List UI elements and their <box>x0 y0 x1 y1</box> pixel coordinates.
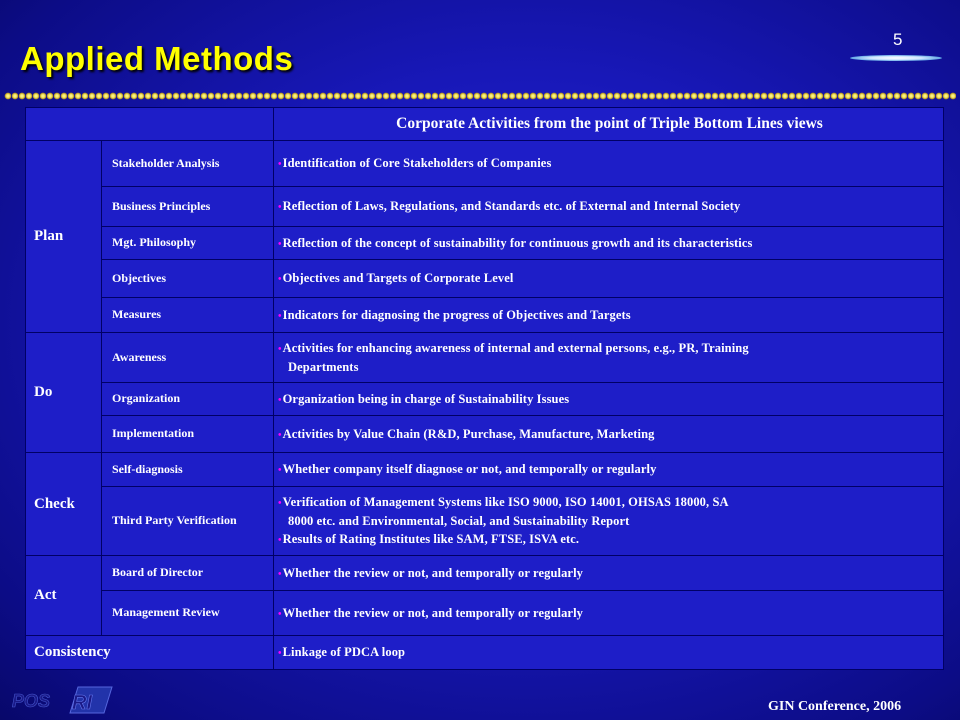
description-text: Reflection of the concept of sustainability for continuous growth and its characteristics <box>282 235 753 250</box>
description-text: Whether the review or not, and temporally or regularly <box>282 565 583 580</box>
sub-label: Self-diagnosis <box>102 453 274 487</box>
bullet-icon: • <box>278 608 282 620</box>
sub-label: Measures <box>102 298 274 333</box>
bullet-icon: • <box>278 274 282 286</box>
sub-label: Management Review <box>102 591 274 636</box>
description-cell <box>274 298 944 333</box>
table-row <box>26 141 944 187</box>
dotted-divider <box>4 92 956 102</box>
description-cell <box>274 333 944 383</box>
bullet-icon: • <box>278 238 282 250</box>
description-cell <box>274 636 944 670</box>
sub-label: Mgt. Philosophy <box>102 227 274 260</box>
phase-plan: Plan <box>26 141 102 333</box>
description-text: Linkage of PDCA loop <box>282 645 406 660</box>
table-row <box>26 260 944 298</box>
bullet-icon: • <box>278 568 282 580</box>
sub-label: Stakeholder Analysis <box>102 141 274 187</box>
bullet-icon: • <box>278 159 282 171</box>
sub-label: Awareness <box>102 333 274 383</box>
description-text: Organization being in charge of Sustainability Issues <box>282 391 570 406</box>
description-text: Activities by Value Chain (R&D, Purchase, Manufacture, Marketing <box>282 426 655 441</box>
description-cell <box>274 591 944 636</box>
svg-text:RI: RI <box>72 692 92 714</box>
bullet-icon: • <box>278 310 282 322</box>
sub-label: Implementation <box>102 416 274 453</box>
phase-check: Check <box>26 453 102 556</box>
description-text: Objectives and Targets of Corporate Level <box>282 271 514 286</box>
sub-label: Objectives <box>102 260 274 298</box>
table-header: Corporate Activities from the point of Triple Bottom Lines views <box>274 108 944 141</box>
page-number-underline <box>850 55 942 61</box>
posri-logo <box>8 683 118 717</box>
description-cell <box>274 556 944 591</box>
sub-label: Third Party Verification <box>102 487 274 556</box>
description-cell <box>274 383 944 416</box>
sub-label: Board of Director <box>102 556 274 591</box>
bullet-icon: • <box>278 344 282 356</box>
conference-footer: GIN Conference, 2006 <box>768 699 902 714</box>
description-cell <box>274 187 944 227</box>
phase-act: Act <box>26 556 102 636</box>
table-row <box>26 487 944 556</box>
description-text: Whether the review or not, and temporally or regularly <box>282 605 583 620</box>
description-cell <box>274 487 944 556</box>
table-row <box>26 187 944 227</box>
description-text: Activities for enhancing awareness of internal and external persons, e.g., PR, Training <box>282 341 749 356</box>
table-row <box>26 556 944 591</box>
table-row <box>26 383 944 416</box>
bullet-icon: • <box>278 648 282 660</box>
bullet-icon: • <box>278 498 282 510</box>
description-text-continued: 8000 etc. and Environmental, Social, and Sustainability Report <box>288 513 630 528</box>
description-text-continued: Departments <box>288 359 359 374</box>
description-text: Indicators for diagnosing the progress of Objectives and Targets <box>282 307 631 322</box>
table-row <box>26 591 944 636</box>
description-text: Reflection of Laws, Regulations, and Standards etc. of External and Internal Society <box>282 199 741 214</box>
description-text: Whether company itself diagnose or not, and temporally or regularly <box>282 462 657 477</box>
phase-do: Do <box>26 333 102 453</box>
description-cell <box>274 227 944 260</box>
pdca-methods-table <box>25 107 944 670</box>
header-empty-cell <box>26 108 274 141</box>
page-number: 5 <box>893 30 903 49</box>
description-text: Verification of Management Systems like ISO 9000, ISO 14001, OHSAS 18000, SA <box>282 495 729 510</box>
svg-text:POS: POS <box>12 691 51 711</box>
description-cell <box>274 453 944 487</box>
bullet-icon: • <box>278 429 282 441</box>
bullet-icon: • <box>278 535 282 547</box>
table-header-row <box>26 108 944 141</box>
table-row <box>26 416 944 453</box>
table-row <box>26 298 944 333</box>
table-row <box>26 333 944 383</box>
phase-consistency: Consistency <box>26 636 274 670</box>
table-row <box>26 636 944 670</box>
description-cell <box>274 141 944 187</box>
sub-label: Business Principles <box>102 187 274 227</box>
description-text: Results of Rating Institutes like SAM, FTSE, ISVA etc. <box>282 532 580 547</box>
table-row <box>26 453 944 487</box>
description-cell <box>274 260 944 298</box>
sub-label: Organization <box>102 383 274 416</box>
slide-title: Applied Methods <box>20 40 294 77</box>
description-text: Identification of Core Stakeholders of Companies <box>282 156 552 171</box>
table-row <box>26 227 944 260</box>
description-cell <box>274 416 944 453</box>
bullet-icon: • <box>278 465 282 477</box>
bullet-icon: • <box>278 394 282 406</box>
bullet-icon: • <box>278 202 282 214</box>
